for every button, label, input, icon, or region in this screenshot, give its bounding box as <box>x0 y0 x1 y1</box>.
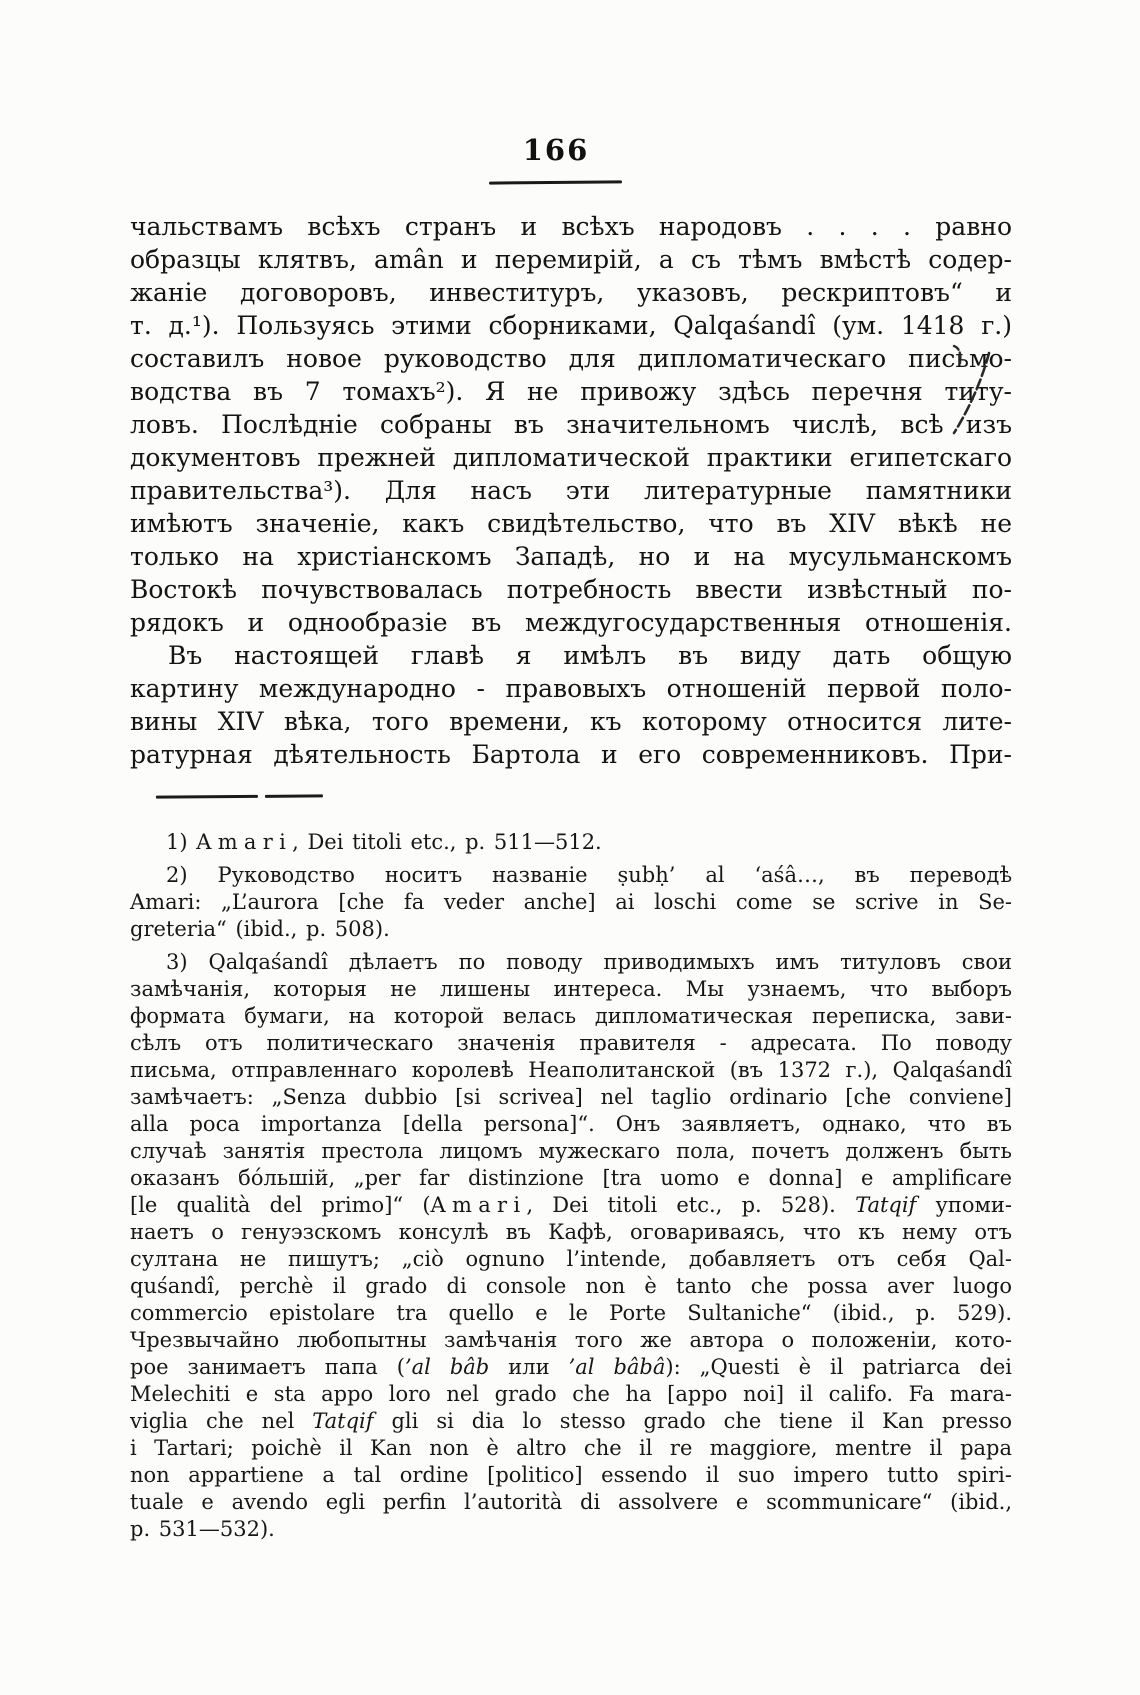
text-line <box>130 738 1012 771</box>
text-run: Востокѣ почувствовалась потребность ввести извѣстный по- <box>130 575 1012 604</box>
text-run: ): „Questi è il patriarca dei <box>665 1355 1013 1379</box>
footnote-line <box>130 1057 1012 1084</box>
text-line <box>130 639 1012 672</box>
text-run: или <box>489 1355 569 1379</box>
text-line <box>130 507 1012 540</box>
letterspaced-run: Amari <box>196 830 293 854</box>
text-run: вины XIV вѣка, того времени, къ которому относится лите- <box>130 707 1012 736</box>
text-run: i Tartari; poichè il Kan non è altro che il re maggiore, mentre il papa <box>130 1436 1012 1460</box>
separator-segment <box>156 795 258 799</box>
text-run: замѣчанія, которыя не лишены интереса. Мы узнаемъ, что выборъ <box>130 977 1012 1001</box>
footnote-line <box>130 1435 1012 1462</box>
footnote-line <box>130 1246 1012 1273</box>
footnote-line <box>130 976 1012 1003</box>
footnote-line <box>130 949 1012 976</box>
text-run: Amari: „L’aurora [che fa veder anche] ai loschi come se scrive in Se- <box>130 890 1012 914</box>
text-line <box>130 309 1012 342</box>
text-run: gli si dia lo stesso grado che tiene il Kan presso <box>373 1409 1012 1433</box>
pen-mark-icon <box>942 334 1002 444</box>
text-line <box>130 540 1012 573</box>
text-run: формата бумаги, на которой велась дипломатическая переписка, зави- <box>130 1004 1012 1028</box>
text-run: замѣчаетъ: „Senza dubbio [si scrivea] nel taglio ordinario [che conviene] <box>130 1085 1012 1109</box>
text-run: только на христіанскомъ Западѣ, но и на мусульманскомъ <box>130 542 1012 571</box>
footnote-line <box>130 829 1012 856</box>
text-line <box>130 375 1012 408</box>
text-run: составилъ новое руководство для дипломатическаго письмо- <box>130 344 1012 373</box>
footnote <box>130 862 1012 943</box>
letterspaced-run: Amari <box>430 1193 527 1217</box>
footnote-line <box>130 1165 1012 1192</box>
text-line <box>130 441 1012 474</box>
text-run: жаніе договоровъ, инвеституръ, указовъ, рескриптовъ“ и <box>130 278 1012 307</box>
text-run: картину международно - правовыхъ отношеній первой поло- <box>130 674 1012 703</box>
text-line <box>130 243 1012 276</box>
text-line <box>130 276 1012 309</box>
italic-run: Tatqif <box>855 1193 917 1217</box>
text-line <box>130 672 1012 705</box>
text-run: наетъ о генуэзскомъ консулѣ въ Кафѣ, оговариваясь, что къ нему отъ <box>130 1220 1012 1244</box>
footnote-line <box>130 1381 1012 1408</box>
text-run: случаѣ занятія престола лицомъ мужескаго пола, почетъ долженъ быть <box>130 1139 1012 1163</box>
page-header <box>456 133 656 167</box>
text-run: [le qualità del primo]“ ( <box>130 1193 431 1217</box>
footnote-line <box>130 1462 1012 1489</box>
footnote-line <box>130 1138 1012 1165</box>
text-run: 1) <box>166 830 197 854</box>
text-run: Въ настоящей главѣ я имѣлъ въ виду дать общую <box>168 641 1012 670</box>
text-run: viglia che nel <box>130 1409 313 1433</box>
separator-segment <box>265 794 323 797</box>
footnotes <box>130 829 1012 1549</box>
page-number-rule <box>489 180 622 184</box>
text-run: 3) Qalqaśandî дѣлаетъ по поводу приводимыхъ имъ титуловъ свои <box>166 950 1012 974</box>
text-run: , Dei titoli etc., p. 528). <box>526 1193 856 1217</box>
text-line <box>130 573 1012 606</box>
italic-run: ’al bâbâ <box>568 1355 666 1379</box>
footnote-line <box>130 1408 1012 1435</box>
footnote-line <box>130 862 1012 889</box>
italic-run: Tatqif <box>312 1409 374 1433</box>
text-run: образцы клятвъ, amân и перемирій, а съ тѣмъ вмѣстѣ содер- <box>130 245 1012 274</box>
text-line <box>130 408 1012 441</box>
footnote-line <box>130 1111 1012 1138</box>
footnote-line <box>130 1516 1012 1543</box>
text-run: ратурная дѣятельность Бартола и его современниковъ. При- <box>130 740 1012 769</box>
text-run: quśandî, perchè il grado di console non è tanto che possa aver luogo <box>130 1274 1012 1298</box>
text-run: рое занимаетъ папа ( <box>130 1355 405 1379</box>
text-run: документовъ прежней дипломатической практики египетскаго <box>130 443 1012 472</box>
footnote-line <box>130 1273 1012 1300</box>
text-run: ловъ. Послѣдніе собраны въ значительномъ числѣ, всѣ изъ <box>130 410 1012 439</box>
text-run: Чрезвычайно любопытны замѣчанія того же автора о положеніи, кото- <box>130 1328 1012 1352</box>
text-run: greteria“ (ibid., p. 508). <box>130 917 390 941</box>
text-run: сѣлъ отъ политическаго значенія правителя - адресата. По поводу <box>130 1031 1012 1055</box>
footnote-line <box>130 1084 1012 1111</box>
text-run: султана не пишутъ; „ciò ognuno l’intende, добавляетъ отъ себя Qal- <box>130 1247 1012 1271</box>
footnote-line <box>130 1300 1012 1327</box>
text-line <box>130 474 1012 507</box>
footnote-line <box>130 1192 1012 1219</box>
text-run: alla poca importanza [della persona]“. Онъ заявляетъ, однако, что въ <box>130 1112 1012 1136</box>
text-run: non appartiene a tal ordine [politico] essendo il suo impero tutto spiri- <box>130 1463 1012 1487</box>
footnote <box>130 949 1012 1543</box>
footnote-line <box>130 1030 1012 1057</box>
text-run: письма, отправленнаго королевѣ Неаполитанской (въ 1372 г.), Qalqaśandî <box>130 1058 1012 1082</box>
text-run: p. 531—532). <box>130 1517 275 1541</box>
text-line <box>130 210 1012 243</box>
text-run: tuale e avendo egli perfin l’autorità di assolvere e scommunicare“ (ibid., <box>130 1490 1012 1514</box>
text-line <box>130 606 1012 639</box>
text-run: commercio epistolare tra quello e le Porte Sultaniche“ (ibid., p. 529). <box>130 1301 1012 1325</box>
text-run: правительства³). Для насъ эти литературные памятники <box>130 476 1012 505</box>
text-run: оказанъ бо́льшій, „per far distinzione [tra uomo e donna] e amplificare <box>130 1166 1012 1190</box>
text-line <box>130 705 1012 738</box>
footnote-line <box>130 1327 1012 1354</box>
text-run: имѣютъ значеніе, какъ свидѣтельство, что въ XIV вѣкѣ не <box>130 509 1012 538</box>
text-run: Melechiti e sta appo loro nel grado che ha [appo noi] il califo. Fa mara- <box>130 1382 1012 1406</box>
text-run: т. д.¹). Пользуясь этими сборниками, Qalqaśandî (ум. 1418 г.) <box>130 311 1012 340</box>
text-run: рядокъ и однообразіе въ междугосударственныя отношенія. <box>130 608 1012 637</box>
italic-run: ’al bâb <box>404 1355 490 1379</box>
footnote-line <box>130 889 1012 916</box>
text-line <box>130 342 1012 375</box>
main-text <box>130 210 1012 771</box>
footnote-line <box>130 916 1012 943</box>
text-run: 2) Руководство носитъ названіе ṣubḥ’ al ‘aśâ…, въ переводѣ <box>166 863 1012 887</box>
footnote <box>130 829 1012 856</box>
text-run: чальствамъ всѣхъ странъ и всѣхъ народовъ . . . . равно <box>130 212 1012 241</box>
footnote-line <box>130 1003 1012 1030</box>
page-number: 166 <box>522 133 590 167</box>
footnote-line <box>130 1489 1012 1516</box>
text-run: , Dei titoli etc., p. 511—512. <box>292 830 602 854</box>
footnote-separator <box>156 794 323 814</box>
footnote-line <box>130 1354 1012 1381</box>
text-run: водства въ 7 томахъ²). Я не привожу здѣсь перечня титу- <box>130 377 1012 406</box>
text-run: упоми- <box>916 1193 1012 1217</box>
footnote-line <box>130 1219 1012 1246</box>
